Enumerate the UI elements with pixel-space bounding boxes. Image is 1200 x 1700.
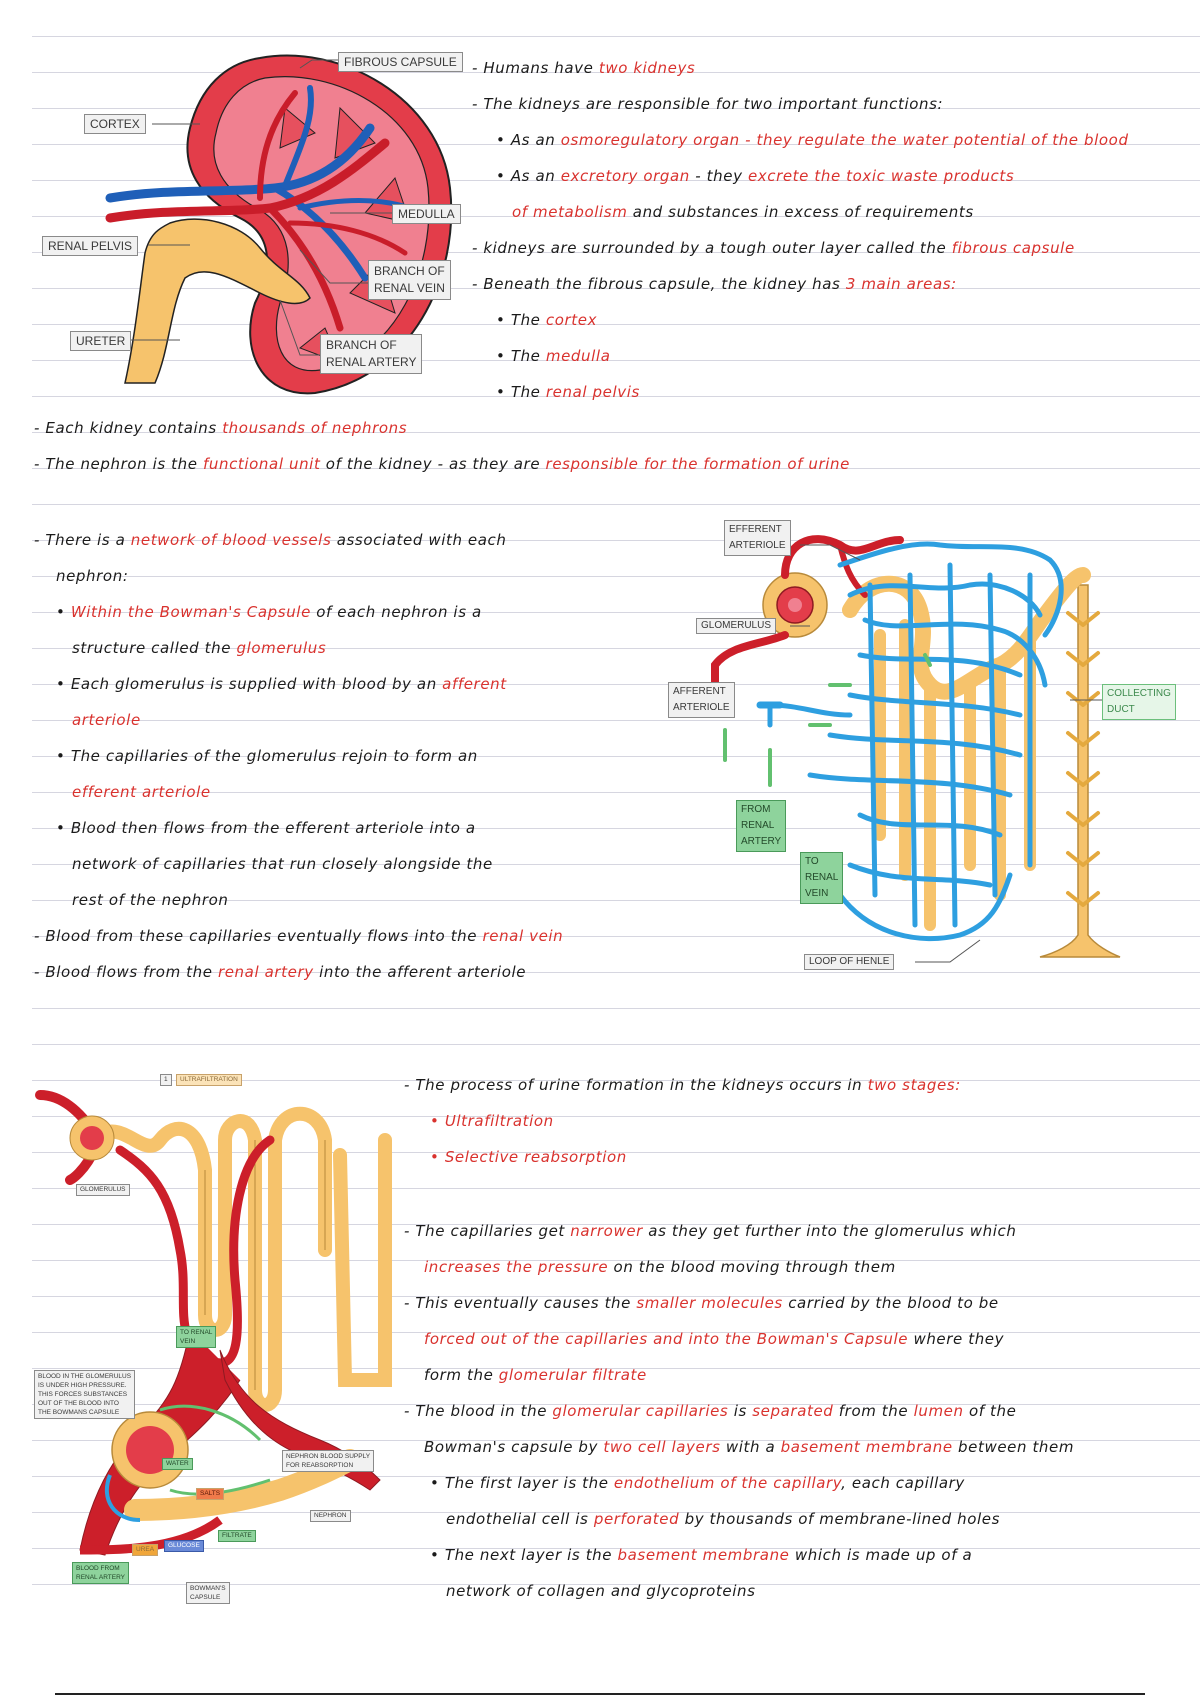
note-highlight: responsible for the formation of urine bbox=[545, 455, 850, 473]
note-text: , each capillary bbox=[841, 1474, 965, 1492]
note-text: structure called the bbox=[72, 639, 237, 657]
label-branch-renal-vein-l2: RENAL VEIN bbox=[374, 281, 445, 295]
bowmans-l1: BOWMAN'S bbox=[190, 1585, 226, 1592]
note-highlight: two stages: bbox=[867, 1076, 961, 1094]
label-blood-pressure-note bbox=[34, 1370, 135, 1419]
label-efferent-arteriole bbox=[724, 520, 791, 556]
label-nephron-blood-supply bbox=[282, 1450, 374, 1472]
note-highlight: osmoregulatory organ - they regulate the water potential of the blood bbox=[560, 131, 1129, 149]
note-text: on the blood moving through them bbox=[608, 1258, 896, 1276]
note-text: network of capillaries that run closely alongside the bbox=[72, 855, 493, 873]
label-collecting-l1: COLLECTING bbox=[1107, 688, 1171, 699]
note-line bbox=[424, 1329, 1004, 1349]
label-to-renal-small-l1: TO RENAL bbox=[180, 1329, 213, 1336]
note-text: - This eventually causes the bbox=[404, 1294, 637, 1312]
label-from-l1: FROM bbox=[741, 804, 771, 815]
note-highlight: basement membrane bbox=[617, 1546, 790, 1564]
note-highlight: glomerulus bbox=[236, 639, 327, 657]
note-highlight: smaller molecules bbox=[636, 1294, 783, 1312]
label-to-renal-small-l2: VEIN bbox=[180, 1338, 196, 1345]
note-text: - The nephron is the bbox=[34, 455, 203, 473]
note-highlight: renal pelvis bbox=[545, 383, 640, 401]
label-ureter: URETER bbox=[70, 331, 131, 351]
label-afferent-arteriole bbox=[668, 682, 735, 718]
note-text: - Humans have bbox=[472, 59, 599, 77]
label-medulla: MEDULLA bbox=[392, 204, 461, 224]
note-text: - Beneath the fibrous capsule, the kidney has bbox=[472, 275, 846, 293]
label-nephron: NEPHRON bbox=[310, 1510, 351, 1522]
note-highlight: forced out of the capillaries and into the Bowman's Capsule bbox=[424, 1330, 909, 1348]
label-water: WATER bbox=[162, 1458, 193, 1470]
note-highlight: medulla bbox=[545, 347, 611, 365]
note-highlight: afferent bbox=[442, 675, 507, 693]
blood-note-l2: IS UNDER HIGH PRESSURE. bbox=[38, 1382, 127, 1389]
note-text: as they get further into the glomerulus which bbox=[642, 1222, 1017, 1240]
label-cortex: CORTEX bbox=[84, 114, 146, 134]
note-line bbox=[424, 1437, 1074, 1457]
blood-from-l2: RENAL ARTERY bbox=[76, 1574, 126, 1581]
note-text: - The capillaries get bbox=[404, 1222, 571, 1240]
label-fibrous-capsule: FIBROUS CAPSULE bbox=[338, 52, 463, 72]
label-to-l1: TO bbox=[805, 856, 819, 867]
note-text: with a bbox=[720, 1438, 781, 1456]
note-text: • Each glomerulus is supplied with blood by an bbox=[56, 675, 443, 693]
note-highlight: efferent arteriole bbox=[72, 783, 211, 801]
note-text: • bbox=[56, 603, 71, 621]
note-text: - Blood flows from the bbox=[34, 963, 218, 981]
note-text: • The first layer is the bbox=[430, 1474, 614, 1492]
note-text: • The bbox=[496, 347, 546, 365]
note-line bbox=[430, 1473, 965, 1493]
label-salts: SALTS bbox=[196, 1488, 224, 1500]
nephron-supply-l1: NEPHRON BLOOD SUPPLY bbox=[286, 1453, 371, 1460]
label-ultrafiltration: ULTRAFILTRATION bbox=[176, 1074, 242, 1086]
note-highlight: glomerular capillaries bbox=[552, 1402, 729, 1420]
note-highlight: two cell layers bbox=[603, 1438, 721, 1456]
label-urea: UREA bbox=[132, 1544, 158, 1556]
note-text: of the bbox=[963, 1402, 1017, 1420]
note-highlight: • Selective reabsorption bbox=[430, 1148, 627, 1166]
label-blood-from-renal-artery bbox=[72, 1562, 129, 1584]
nephron-supply-l2: FOR REABSORPTION bbox=[286, 1462, 354, 1469]
note-line bbox=[424, 1257, 896, 1277]
note-text: by thousands of membrane-lined holes bbox=[679, 1510, 1001, 1528]
label-efferent-l1: EFFERENT bbox=[729, 524, 782, 535]
note-text: • The bbox=[496, 383, 546, 401]
note-text: between them bbox=[952, 1438, 1075, 1456]
note-line bbox=[430, 1147, 627, 1167]
note-text: of the kidney - as they are bbox=[320, 455, 546, 473]
note-highlight: 3 main areas: bbox=[845, 275, 957, 293]
note-highlight: narrower bbox=[570, 1222, 643, 1240]
blood-note-l1: BLOOD IN THE GLOMERULUS bbox=[38, 1373, 132, 1380]
blood-note-l5: THE BOWMANS CAPSULE bbox=[38, 1409, 120, 1416]
label-collecting-duct bbox=[1102, 684, 1176, 720]
note-text: carried by the blood to be bbox=[782, 1294, 999, 1312]
note-text: - they bbox=[689, 167, 748, 185]
note-highlight: endothelium of the capillary bbox=[613, 1474, 842, 1492]
label-branch-renal-artery-l2: RENAL ARTERY bbox=[326, 355, 417, 369]
label-to-l2: RENAL bbox=[805, 872, 839, 883]
note-text: Bowman's capsule by bbox=[424, 1438, 604, 1456]
note-line bbox=[430, 1545, 972, 1565]
note-text: - The process of urine formation in the kidneys occurs in bbox=[404, 1076, 868, 1094]
note-highlight: renal vein bbox=[482, 927, 564, 945]
label-loop-of-henle: LOOP OF HENLE bbox=[804, 954, 894, 970]
note-text: network of collagen and glycoproteins bbox=[446, 1582, 756, 1600]
note-highlight: two kidneys bbox=[598, 59, 696, 77]
label-afferent-l1: AFFERENT bbox=[673, 686, 726, 697]
note-text: • As an bbox=[496, 167, 561, 185]
note-text: • The next layer is the bbox=[430, 1546, 618, 1564]
label-to-renal-vein bbox=[800, 852, 843, 904]
note-text: from the bbox=[833, 1402, 914, 1420]
label-bowmans-capsule bbox=[186, 1582, 230, 1604]
note-line bbox=[404, 1221, 1016, 1241]
label-branch-renal-artery-l1: BRANCH OF bbox=[326, 338, 397, 352]
note-highlight: network of blood vessels bbox=[130, 531, 332, 549]
note-text: - Each kidney contains bbox=[34, 419, 223, 437]
note-text: • The bbox=[496, 311, 546, 329]
note-line bbox=[404, 1401, 1016, 1421]
note-text: - There is a bbox=[34, 531, 131, 549]
note-highlight: renal artery bbox=[217, 963, 314, 981]
label-glomerulus: GLOMERULUS bbox=[696, 618, 776, 634]
label-to-l3: VEIN bbox=[805, 888, 829, 899]
note-text: where they bbox=[908, 1330, 1005, 1348]
note-line bbox=[446, 1509, 1000, 1529]
bottom-divider bbox=[55, 1693, 1145, 1695]
label-afferent-l2: ARTERIOLE bbox=[673, 702, 730, 713]
bowmans-l2: CAPSULE bbox=[190, 1594, 221, 1601]
note-text: - The kidneys are responsible for two important functions: bbox=[472, 95, 944, 113]
label-to-renal-vein-small bbox=[176, 1326, 216, 1348]
note-highlight: excretory organ bbox=[560, 167, 690, 185]
note-text: of each nephron is a bbox=[310, 603, 482, 621]
note-text: associated with each bbox=[331, 531, 507, 549]
note-highlight: lumen bbox=[913, 1402, 964, 1420]
note-line bbox=[430, 1111, 554, 1131]
note-text: which is made up of a bbox=[789, 1546, 973, 1564]
note-highlight: glomerular filtrate bbox=[498, 1366, 647, 1384]
label-step-number: 1 bbox=[160, 1074, 172, 1086]
note-line bbox=[424, 1365, 647, 1385]
label-efferent-l2: ARTERIOLE bbox=[729, 540, 786, 551]
note-highlight: arteriole bbox=[72, 711, 141, 729]
note-highlight: perforated bbox=[593, 1510, 680, 1528]
label-glomerulus-small: GLOMERULUS bbox=[76, 1184, 130, 1196]
note-highlight: functional unit bbox=[202, 455, 321, 473]
note-text: - Blood from these capillaries eventually flows into the bbox=[34, 927, 483, 945]
note-highlight: cortex bbox=[545, 311, 598, 329]
note-text: nephron: bbox=[56, 567, 129, 585]
note-line bbox=[446, 1581, 756, 1601]
note-line bbox=[404, 1293, 999, 1313]
note-highlight: Within the Bowman's Capsule bbox=[70, 603, 311, 621]
note-text: form the bbox=[424, 1366, 499, 1384]
note-text: - The blood in the bbox=[404, 1402, 553, 1420]
note-text: endothelial cell is bbox=[446, 1510, 594, 1528]
label-from-renal-artery bbox=[736, 800, 786, 852]
label-glucose: GLUCOSE bbox=[164, 1540, 204, 1552]
note-highlight: excrete the toxic waste products bbox=[747, 167, 1015, 185]
blood-note-l4: OUT OF THE BLOOD INTO bbox=[38, 1400, 119, 1407]
label-renal-pelvis: RENAL PELVIS bbox=[42, 236, 138, 256]
blood-from-l1: BLOOD FROM bbox=[76, 1565, 120, 1572]
note-highlight: increases the pressure bbox=[424, 1258, 609, 1276]
note-text: • Blood then flows from the efferent arteriole into a bbox=[56, 819, 476, 837]
note-highlight: • Ultrafiltration bbox=[430, 1112, 554, 1130]
note-highlight: fibrous capsule bbox=[951, 239, 1075, 257]
note-text: rest of the nephron bbox=[72, 891, 229, 909]
note-line bbox=[404, 1075, 961, 1095]
blood-note-l3: THIS FORCES SUBSTANCES bbox=[38, 1391, 128, 1398]
note-text: into the afferent arteriole bbox=[313, 963, 527, 981]
note-highlight: thousands of nephrons bbox=[222, 419, 408, 437]
note-text: is bbox=[728, 1402, 753, 1420]
note-highlight: of metabolism bbox=[512, 203, 628, 221]
label-collecting-l2: DUCT bbox=[1107, 704, 1135, 715]
label-from-l2: RENAL bbox=[741, 820, 775, 831]
label-from-l3: ARTERY bbox=[741, 836, 782, 847]
note-text: • As an bbox=[496, 131, 561, 149]
label-filtrate: FILTRATE bbox=[218, 1530, 256, 1542]
note-text: - kidneys are surrounded by a tough outer layer called the bbox=[472, 239, 952, 257]
note-highlight: basement membrane bbox=[780, 1438, 953, 1456]
note-highlight: separated bbox=[752, 1402, 834, 1420]
note-text: • The capillaries of the glomerulus rejoin to form an bbox=[56, 747, 478, 765]
note-text: and substances in excess of requirements bbox=[627, 203, 974, 221]
label-branch-renal-vein-l1: BRANCH OF bbox=[374, 264, 445, 278]
